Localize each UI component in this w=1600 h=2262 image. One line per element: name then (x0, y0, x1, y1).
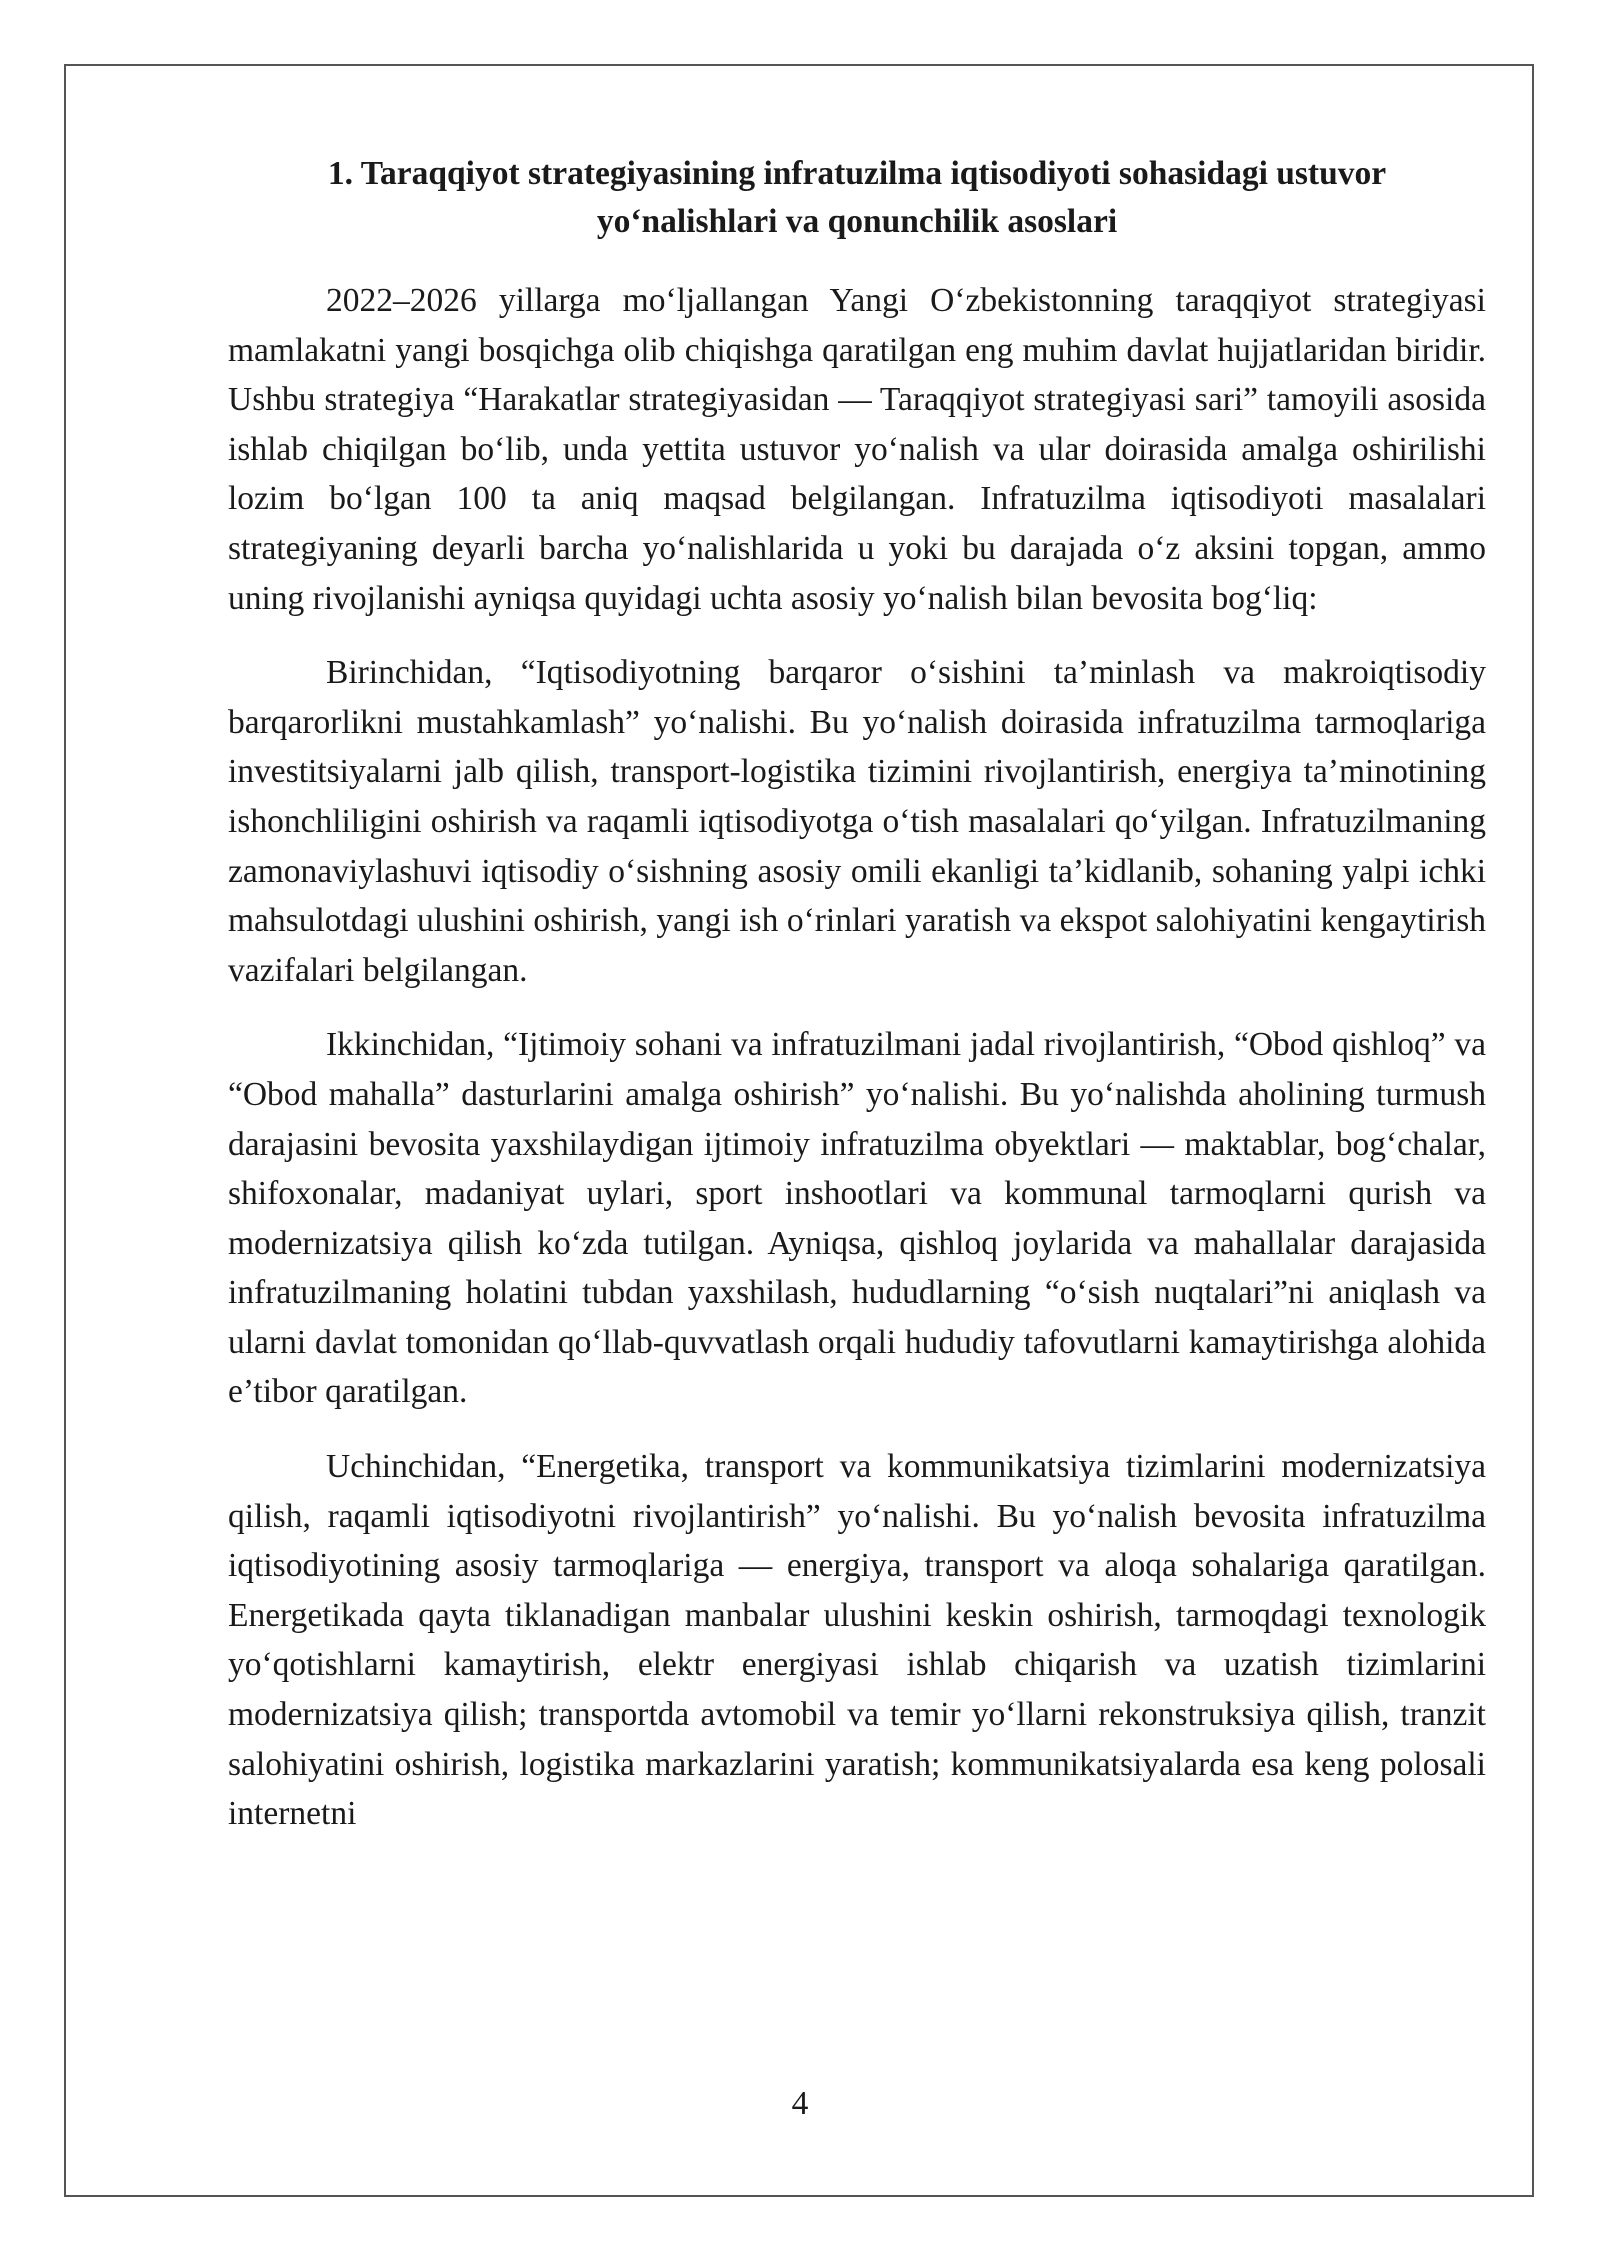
section-heading-line-1: 1. Taraqqiyot strategiyasining infratuzilma iqtisodiyoti sohasidagi ustuvor (327, 155, 1387, 192)
section-heading (228, 150, 1486, 246)
section-heading-line-2: yo‘nalishlari va qonunchilik asoslari (596, 203, 1118, 240)
paragraph-third-direction: Uchinchidan, “Energetika, transport va kommunikatsiya tizimlarini modernizatsiya qilish, raqamli iqtisodiyotni rivojlantirish” yo‘nalishi. Bu yo‘nalish bevosita infratuzilma iqtisodiyotining asosiy tarmoqlariga — energiya, transport va aloqa sohalariga qaratilgan. Energetikada qayta tiklanadigan manbalar ulushini keskin oshirish, tarmoqdagi texnologik yo‘qotishlarni kamaytirish, elektr energiyasi ishlab chiqarish va uzatish tizimlarini modernizatsiya qilish; transportda avtomobil va temir yo‘llarni rekonstruksiya qilish, tranzit salohiyatini oshirish, logistika markazlarini yaratish; kommunikatsiyalarda esa keng polosali internetni (228, 1448, 1486, 1833)
paragraph-second-direction: Ikkinchidan, “Ijtimoiy sohani va infratuzilmani jadal rivojlantirish, “Obod qishloq” va “Obod mahalla” dasturlarini amalga oshirish” yo‘nalishi. Bu yo‘nalishda aholining turmush darajasini bevosita yaxshilaydigan ijtimoiy infratuzilma obyektlari — maktablar, bog‘chalar, shifoxonalar, madaniyat uylari, sport inshootlari va kommunal tarmoqlarni qurish va modernizatsiya qilish ko‘zda tutilgan. Ayniqsa, qishloq joylarida va mahallalar darajasida infratuzilmaning holatini tubdan yaxshilash, hududlarning “o‘sish nuqtalari”ni aniqlash va ularni davlat tomonidan qo‘llab-quvvatlash orqali hududiy tafovutlarni kamaytirishga alohida e’tibor qaratilgan. (228, 1026, 1486, 1411)
paragraph-intro: 2022–2026 yillarga mo‘ljallangan Yangi O‘zbekistonning taraqqiyot strategiyasi mamlakatni yangi bosqichga olib chiqishga qaratilgan eng muhim davlat hujjatlaridan biridir. Ushbu strategiya “Harakatlar strategiyasidan — Taraqqiyot strategiyasi sari” tamoyili asosida ishlab chiqilgan bo‘lib, unda yettita ustuvor yo‘nalish va ular doirasida amalga oshirilishi lozim bo‘lgan 100 ta aniq maqsad belgilangan. Infratuzilma iqtisodiyoti masalalari strategiyaning deyarli barcha yo‘nalishlarida u yoki bu darajada o‘z aksini topgan, ammo uning rivojlanishi ayniqsa quyidagi uchta asosiy yo‘nalish bilan bevosita bog‘liq: (228, 282, 1486, 617)
body-text (228, 276, 1486, 1864)
paragraph-first-direction: Birinchidan, “Iqtisodiyotning barqaror o‘sishini ta’minlash va makroiqtisodiy barqarorlikni mustahkamlash” yo‘nalishi. Bu yo‘nalish doirasida infratuzilma tarmoqlariga investitsiyalarni jalb qilish, transport-logistika tizimini rivojlantirish, energiya ta’minotining ishonchliligini oshirish va raqamli iqtisodiyotga o‘tish masalalari qo‘yilgan. Infratuzilmaning zamonaviylashuvi iqtisodiy o‘sishning asosiy omili ekanligi ta’kidlanib, sohaning yalpi ichki mahsulotdagi ulushini oshirish, yangi ish o‘rinlari yaratish va ekspot salohiyatini kengaytirish vazifalari belgilangan. (228, 654, 1486, 989)
page-number: 4 (791, 2085, 809, 2122)
